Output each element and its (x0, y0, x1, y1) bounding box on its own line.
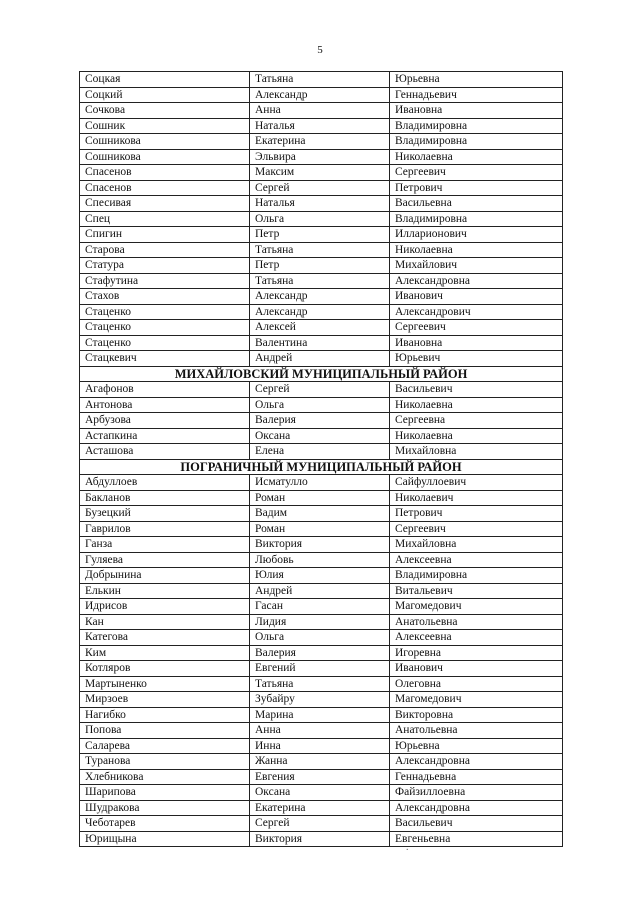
table-row (80, 599, 563, 615)
patronymic-cell: Николаевна (390, 242, 563, 258)
district-heading: МИХАЙЛОВСКИЙ МУНИЦИПАЛЬНЫЙ РАЙОН (80, 366, 563, 382)
patronymic-cell: Васильевна (390, 196, 563, 212)
patronymic-cell: Михайловна (390, 537, 563, 553)
table-row (80, 444, 563, 460)
table-row (80, 227, 563, 243)
first-name-cell: Сергей (250, 816, 390, 832)
patronymic-cell: Васильевич (390, 816, 563, 832)
patronymic-cell: Иванович (390, 289, 563, 305)
surname-cell: Саларева (80, 738, 250, 754)
table-row (80, 351, 563, 367)
patronymic-cell: Александрович (390, 304, 563, 320)
first-name-cell: Ольга (250, 397, 390, 413)
surname-cell: Соцкий (80, 87, 250, 103)
first-name-cell: Виктория (250, 537, 390, 553)
table-row (80, 692, 563, 708)
first-name-cell: Андрей (250, 583, 390, 599)
table-row (80, 289, 563, 305)
surname-cell: Астапкина (80, 428, 250, 444)
patronymic-cell: Александровна (390, 800, 563, 816)
table-row (80, 397, 563, 413)
first-name-cell: Оксана (250, 785, 390, 801)
name-roster-table (79, 71, 563, 847)
patronymic-cell: Магомедович (390, 599, 563, 615)
first-name-cell: Алексей (250, 320, 390, 336)
surname-cell: Статура (80, 258, 250, 274)
surname-cell: Сошник (80, 118, 250, 134)
table-row (80, 521, 563, 537)
first-name-cell: Андрей (250, 351, 390, 367)
first-name-cell: Роман (250, 490, 390, 506)
table-row (80, 118, 563, 134)
patronymic-cell: Илларионович (390, 227, 563, 243)
first-name-cell: Петр (250, 258, 390, 274)
patronymic-cell: Михайловна (390, 444, 563, 460)
first-name-cell: Ольга (250, 211, 390, 227)
first-name-cell: Татьяна (250, 242, 390, 258)
first-name-cell: Ольга (250, 630, 390, 646)
surname-cell: Сошникова (80, 149, 250, 165)
first-name-cell: Татьяна (250, 676, 390, 692)
table-row (80, 754, 563, 770)
first-name-cell: Инна (250, 738, 390, 754)
surname-cell: Спигин (80, 227, 250, 243)
first-name-cell: Наталья (250, 196, 390, 212)
surname-cell: Бакланов (80, 490, 250, 506)
surname-cell: Спасенов (80, 165, 250, 181)
patronymic-cell: Сергеевич (390, 521, 563, 537)
first-name-cell: Гасан (250, 599, 390, 615)
surname-cell: Стацкевич (80, 351, 250, 367)
surname-cell: Категова (80, 630, 250, 646)
table-row (80, 583, 563, 599)
first-name-cell: Роман (250, 521, 390, 537)
surname-cell: Шарипова (80, 785, 250, 801)
table-row (80, 258, 563, 274)
surname-cell: Юрищына (80, 831, 250, 847)
surname-cell: Стаценко (80, 304, 250, 320)
surname-cell: Антонова (80, 397, 250, 413)
first-name-cell: Екатерина (250, 134, 390, 150)
first-name-cell: Любовь (250, 552, 390, 568)
patronymic-cell: Сергеевна (390, 413, 563, 429)
table-row (80, 552, 563, 568)
surname-cell: Арбузова (80, 413, 250, 429)
table-row (80, 738, 563, 754)
surname-cell: Добрынина (80, 568, 250, 584)
surname-cell: Котляров (80, 661, 250, 677)
table-row (80, 490, 563, 506)
first-name-cell: Анна (250, 723, 390, 739)
patronymic-cell: Алексеевна (390, 552, 563, 568)
section-header-row (80, 366, 563, 382)
surname-cell: Сочкова (80, 103, 250, 119)
patronymic-cell: Сергеевич (390, 165, 563, 181)
surname-cell: Ганза (80, 537, 250, 553)
surname-cell: Шудракова (80, 800, 250, 816)
patronymic-cell: Витальевич (390, 583, 563, 599)
first-name-cell: Евгения (250, 769, 390, 785)
first-name-cell: Юлия (250, 568, 390, 584)
table-row (80, 413, 563, 429)
surname-cell: Абдуллоев (80, 475, 250, 491)
table-row (80, 816, 563, 832)
patronymic-cell: Геннадьевич (390, 87, 563, 103)
surname-cell: Чеботарев (80, 816, 250, 832)
surname-cell: Хлебникова (80, 769, 250, 785)
table-row (80, 506, 563, 522)
first-name-cell: Евгений (250, 661, 390, 677)
table-row (80, 661, 563, 677)
table-row (80, 87, 563, 103)
surname-cell: Спец (80, 211, 250, 227)
patronymic-cell: Петрович (390, 180, 563, 196)
patronymic-cell: Николаевна (390, 149, 563, 165)
patronymic-cell: Владимировна (390, 118, 563, 134)
surname-cell: Нагибко (80, 707, 250, 723)
surname-cell: Асташова (80, 444, 250, 460)
surname-cell: Спасенов (80, 180, 250, 196)
first-name-cell: Вадим (250, 506, 390, 522)
table-row (80, 723, 563, 739)
patronymic-cell: Евгеньевна (390, 831, 563, 847)
table-row (80, 335, 563, 351)
table-row (80, 800, 563, 816)
first-name-cell: Оксана (250, 428, 390, 444)
table-row (80, 242, 563, 258)
table-row (80, 320, 563, 336)
first-name-cell: Александр (250, 87, 390, 103)
first-name-cell: Исматулло (250, 475, 390, 491)
patronymic-cell: Николаевна (390, 397, 563, 413)
table-row (80, 769, 563, 785)
surname-cell: Кан (80, 614, 250, 630)
first-name-cell: Максим (250, 165, 390, 181)
table-row (80, 165, 563, 181)
surname-cell: Сошникова (80, 134, 250, 150)
patronymic-cell: Владимировна (390, 134, 563, 150)
table-row (80, 568, 563, 584)
surname-cell: Бузецкий (80, 506, 250, 522)
patronymic-cell: Ивановна (390, 103, 563, 119)
patronymic-cell: Геннадьевна (390, 769, 563, 785)
patronymic-cell: Анатольевна (390, 614, 563, 630)
table-row (80, 831, 563, 847)
table-row (80, 211, 563, 227)
table-row (80, 475, 563, 491)
patronymic-cell: Олеговна (390, 676, 563, 692)
section-header-row (80, 459, 563, 475)
patronymic-cell: Николаевна (390, 428, 563, 444)
surname-cell: Идрисов (80, 599, 250, 615)
first-name-cell: Валерия (250, 645, 390, 661)
patronymic-cell: Васильевич (390, 382, 563, 398)
patronymic-cell: Ивановна (390, 335, 563, 351)
table-row (80, 428, 563, 444)
surname-cell: Мартыненко (80, 676, 250, 692)
first-name-cell: Сергей (250, 382, 390, 398)
table-row (80, 676, 563, 692)
surname-cell: Ким (80, 645, 250, 661)
surname-cell: Стахов (80, 289, 250, 305)
first-name-cell: Петр (250, 227, 390, 243)
table-row (80, 72, 563, 88)
first-name-cell: Екатерина (250, 800, 390, 816)
patronymic-cell: Файзиллоевна (390, 785, 563, 801)
patronymic-cell: Магомедович (390, 692, 563, 708)
table-row (80, 614, 563, 630)
surname-cell: Старова (80, 242, 250, 258)
patronymic-cell: Юрьевна (390, 72, 563, 88)
table-row (80, 304, 563, 320)
table-row (80, 630, 563, 646)
page-number: 5 (317, 44, 323, 56)
patronymic-cell: Игоревна (390, 645, 563, 661)
patronymic-cell: Юрьевна (390, 738, 563, 754)
patronymic-cell: Владимировна (390, 211, 563, 227)
patronymic-cell: Сайфуллоевич (390, 475, 563, 491)
table-row (80, 180, 563, 196)
table-row (80, 645, 563, 661)
surname-cell: Гаврилов (80, 521, 250, 537)
first-name-cell: Елена (250, 444, 390, 460)
table-row (80, 707, 563, 723)
table-row (80, 273, 563, 289)
scan-speck: . (406, 842, 409, 853)
surname-cell: Спесивая (80, 196, 250, 212)
surname-cell: Гуляева (80, 552, 250, 568)
patronymic-cell: Сергеевич (390, 320, 563, 336)
patronymic-cell: Петрович (390, 506, 563, 522)
patronymic-cell: Викторовна (390, 707, 563, 723)
surname-cell: Туранова (80, 754, 250, 770)
first-name-cell: Зубайру (250, 692, 390, 708)
table-row (80, 196, 563, 212)
surname-cell: Попова (80, 723, 250, 739)
first-name-cell: Татьяна (250, 72, 390, 88)
table-row (80, 149, 563, 165)
first-name-cell: Марина (250, 707, 390, 723)
surname-cell: Елькин (80, 583, 250, 599)
first-name-cell: Эльвира (250, 149, 390, 165)
first-name-cell: Анна (250, 103, 390, 119)
first-name-cell: Татьяна (250, 273, 390, 289)
patronymic-cell: Иванович (390, 661, 563, 677)
table-row (80, 785, 563, 801)
patronymic-cell: Владимировна (390, 568, 563, 584)
patronymic-cell: Михайлович (390, 258, 563, 274)
roster-body (80, 72, 563, 847)
first-name-cell: Александр (250, 304, 390, 320)
surname-cell: Стафутина (80, 273, 250, 289)
patronymic-cell: Алексеевна (390, 630, 563, 646)
patronymic-cell: Анатольевна (390, 723, 563, 739)
first-name-cell: Сергей (250, 180, 390, 196)
table-row (80, 134, 563, 150)
first-name-cell: Александр (250, 289, 390, 305)
surname-cell: Соцкая (80, 72, 250, 88)
first-name-cell: Виктория (250, 831, 390, 847)
patronymic-cell: Николаевич (390, 490, 563, 506)
first-name-cell: Лидия (250, 614, 390, 630)
first-name-cell: Наталья (250, 118, 390, 134)
surname-cell: Стаценко (80, 335, 250, 351)
surname-cell: Мирзоев (80, 692, 250, 708)
patronymic-cell: Александровна (390, 273, 563, 289)
first-name-cell: Валерия (250, 413, 390, 429)
table-row (80, 382, 563, 398)
patronymic-cell: Александровна (390, 754, 563, 770)
table-row (80, 537, 563, 553)
surname-cell: Стаценко (80, 320, 250, 336)
district-heading: ПОГРАНИЧНЫЙ МУНИЦИПАЛЬНЫЙ РАЙОН (80, 459, 563, 475)
first-name-cell: Жанна (250, 754, 390, 770)
surname-cell: Агафонов (80, 382, 250, 398)
first-name-cell: Валентина (250, 335, 390, 351)
patronymic-cell: Юрьевич (390, 351, 563, 367)
table-row (80, 103, 563, 119)
